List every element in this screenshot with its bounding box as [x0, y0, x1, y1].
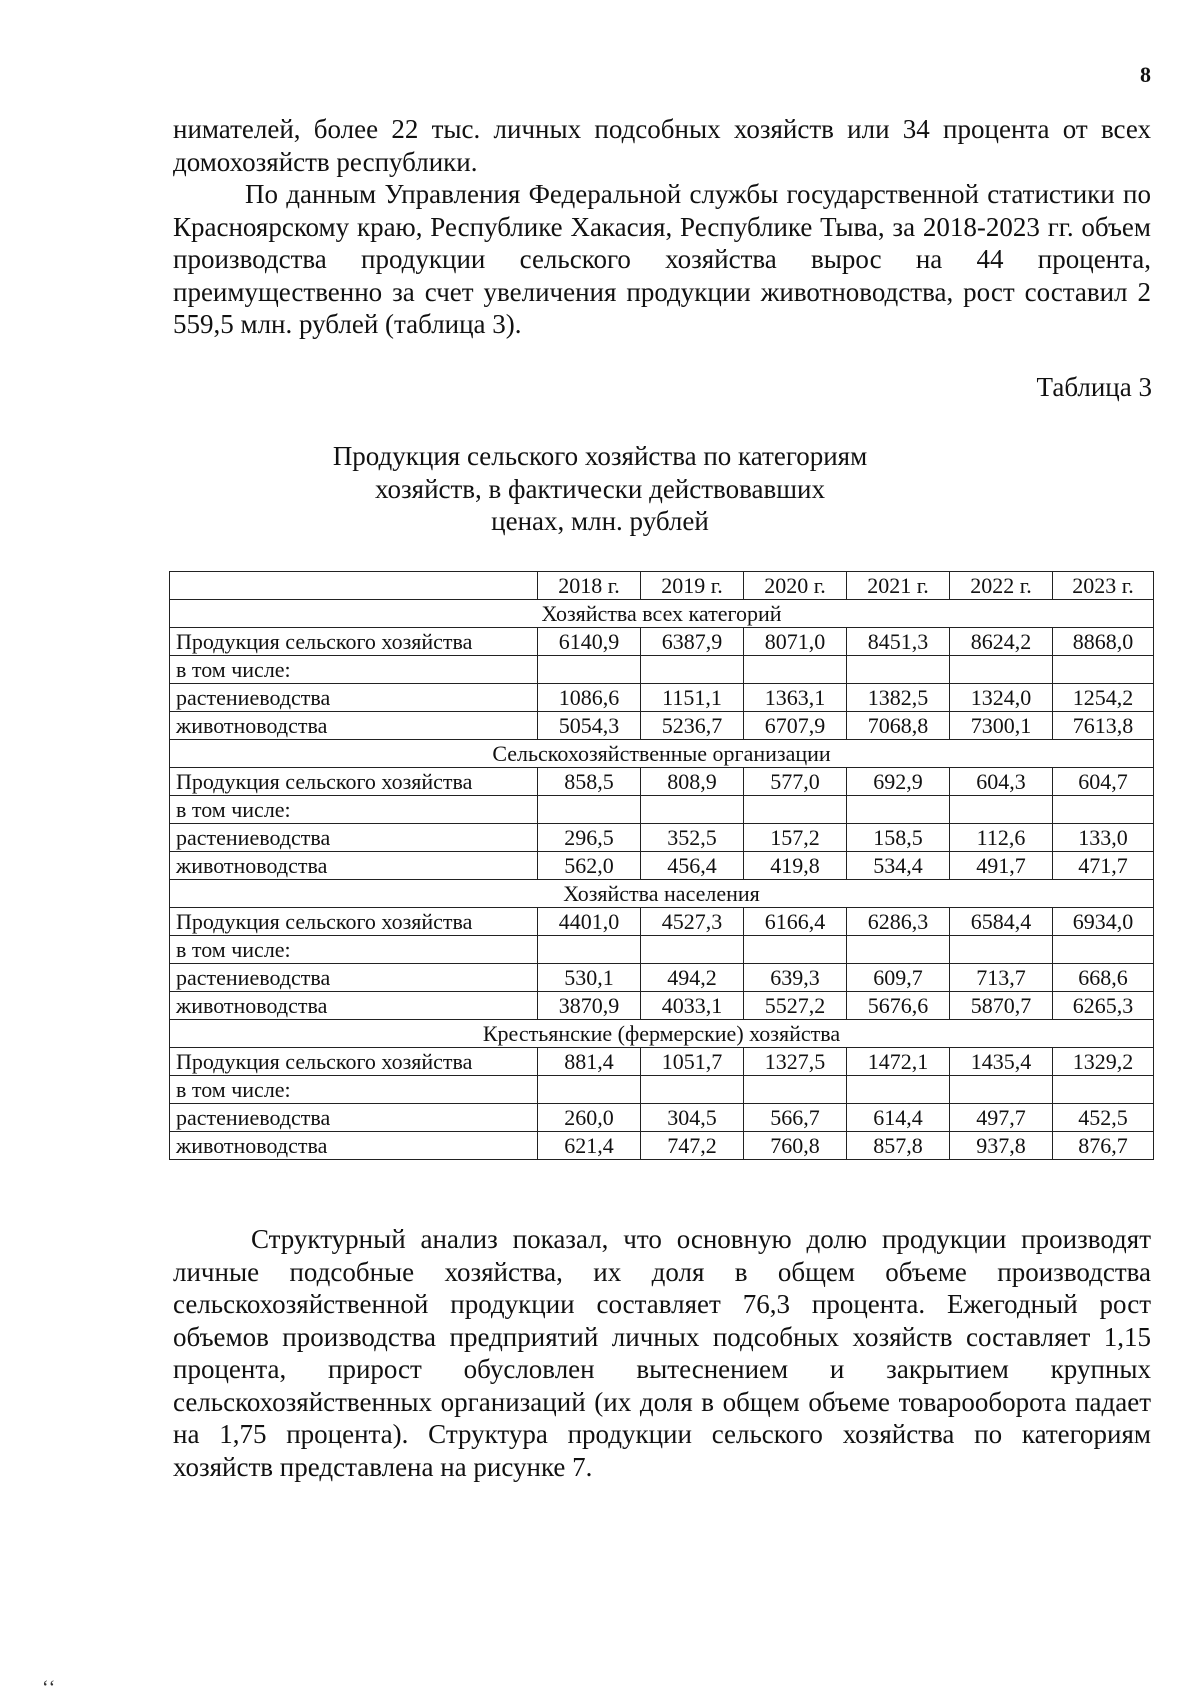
value-cell: 639,3 [744, 964, 847, 992]
value-cell: 6265,3 [1053, 992, 1154, 1020]
row-label: в том числе: [170, 1076, 538, 1104]
value-cell: 760,8 [744, 1132, 847, 1160]
row-label: животноводства [170, 852, 538, 880]
value-cell [641, 936, 744, 964]
row-label: Продукция сельского хозяйства [170, 768, 538, 796]
value-cell: 4401,0 [538, 908, 641, 936]
value-cell [744, 796, 847, 824]
value-cell: 604,7 [1053, 768, 1154, 796]
value-cell: 621,4 [538, 1132, 641, 1160]
value-cell: 5527,2 [744, 992, 847, 1020]
value-cell: 419,8 [744, 852, 847, 880]
paragraph-statistics: По данным Управления Федеральной службы государственной статистики по Красноярскому краю, Республике Хакасия, Республике Тыва, за 2018-2023 гг. объем производства продукции сельского хозяйства вырос на 44 процента, преимущественно за счет увеличения продукции животноводства, рост составил 2 559,5 млн. рублей (таблица 3). [173, 179, 1151, 339]
value-cell: 456,4 [641, 852, 744, 880]
value-cell: 6934,0 [1053, 908, 1154, 936]
value-cell [538, 656, 641, 684]
row-label: Продукция сельского хозяйства [170, 1048, 538, 1076]
value-cell [950, 1076, 1053, 1104]
value-cell [641, 796, 744, 824]
value-cell: 8451,3 [847, 628, 950, 656]
value-cell [538, 1076, 641, 1104]
value-cell: 6166,4 [744, 908, 847, 936]
table-label: Таблица 3 [1036, 372, 1152, 402]
value-cell: 876,7 [1053, 1132, 1154, 1160]
table-title-line: Продукция сельского хозяйства по категориям [332, 441, 868, 471]
value-cell: 8071,0 [744, 628, 847, 656]
value-cell: 352,5 [641, 824, 744, 852]
table-row [170, 964, 1154, 992]
value-cell: 881,4 [538, 1048, 641, 1076]
value-cell: 133,0 [1053, 824, 1154, 852]
value-cell: 6387,9 [641, 628, 744, 656]
value-cell [641, 656, 744, 684]
row-label: растениеводства [170, 964, 538, 992]
paragraph-intro-continuation: нимателей, более 22 тыс. личных подсобных хозяйств или 34 процента от всех домохозяйств республики. [173, 114, 1151, 177]
value-cell: 609,7 [847, 964, 950, 992]
value-cell: 604,3 [950, 768, 1053, 796]
value-cell [1053, 656, 1154, 684]
table-row [170, 936, 1154, 964]
value-cell: 534,4 [847, 852, 950, 880]
value-cell [847, 656, 950, 684]
table-title [0, 440, 1200, 538]
table-section-row [170, 1020, 1154, 1048]
section-title: Хозяйства населения [170, 880, 1154, 908]
row-label: в том числе: [170, 796, 538, 824]
table-row [170, 628, 1154, 656]
row-label: в том числе: [170, 656, 538, 684]
value-cell: 6140,9 [538, 628, 641, 656]
value-cell: 1435,4 [950, 1048, 1053, 1076]
value-cell: 260,0 [538, 1104, 641, 1132]
value-cell [641, 1076, 744, 1104]
value-cell: 494,2 [641, 964, 744, 992]
year-header: 2020 г. [744, 572, 847, 600]
value-cell: 1151,1 [641, 684, 744, 712]
year-header: 2021 г. [847, 572, 950, 600]
table-row [170, 684, 1154, 712]
value-cell [538, 936, 641, 964]
agricultural-production-table [169, 571, 1154, 1160]
value-cell: 668,6 [1053, 964, 1154, 992]
value-cell: 6286,3 [847, 908, 950, 936]
table-body [170, 572, 1154, 1160]
value-cell: 1051,7 [641, 1048, 744, 1076]
value-cell [847, 1076, 950, 1104]
value-cell: 562,0 [538, 852, 641, 880]
row-label: Продукция сельского хозяйства [170, 908, 538, 936]
value-cell [744, 1076, 847, 1104]
value-cell: 5870,7 [950, 992, 1053, 1020]
value-cell: 747,2 [641, 1132, 744, 1160]
year-header: 2023 г. [1053, 572, 1154, 600]
value-cell: 566,7 [744, 1104, 847, 1132]
value-cell: 8868,0 [1053, 628, 1154, 656]
row-label: Продукция сельского хозяйства [170, 628, 538, 656]
table-row [170, 1132, 1154, 1160]
table-row [170, 824, 1154, 852]
value-cell: 692,9 [847, 768, 950, 796]
value-cell: 530,1 [538, 964, 641, 992]
value-cell: 497,7 [950, 1104, 1053, 1132]
value-cell [1053, 936, 1154, 964]
value-cell: 296,5 [538, 824, 641, 852]
value-cell [950, 656, 1053, 684]
table-title-line: хозяйств, в фактически действовавших [375, 473, 825, 504]
value-cell: 1382,5 [847, 684, 950, 712]
table-row [170, 992, 1154, 1020]
row-label: животноводства [170, 712, 538, 740]
value-cell: 857,8 [847, 1132, 950, 1160]
value-cell: 1324,0 [950, 684, 1053, 712]
value-cell: 5676,6 [847, 992, 950, 1020]
value-cell: 614,4 [847, 1104, 950, 1132]
table-row [170, 1048, 1154, 1076]
table-row [170, 1104, 1154, 1132]
row-label: животноводства [170, 1132, 538, 1160]
table-row [170, 712, 1154, 740]
value-cell: 5236,7 [641, 712, 744, 740]
table-row [170, 852, 1154, 880]
value-cell [1053, 1076, 1154, 1104]
value-cell: 7613,8 [1053, 712, 1154, 740]
value-cell: 1472,1 [847, 1048, 950, 1076]
value-cell [538, 796, 641, 824]
value-cell: 304,5 [641, 1104, 744, 1132]
value-cell: 6707,9 [744, 712, 847, 740]
row-label: в том числе: [170, 936, 538, 964]
table-section-row [170, 880, 1154, 908]
value-cell: 4527,3 [641, 908, 744, 936]
year-header: 2018 г. [538, 572, 641, 600]
value-cell: 157,2 [744, 824, 847, 852]
value-cell [847, 936, 950, 964]
value-cell: 491,7 [950, 852, 1053, 880]
table-section-row [170, 740, 1154, 768]
value-cell [1053, 796, 1154, 824]
value-cell [847, 796, 950, 824]
scan-corner-mark: ʻʻ [42, 1677, 56, 1699]
value-cell: 4033,1 [641, 992, 744, 1020]
value-cell: 1327,5 [744, 1048, 847, 1076]
table-row [170, 768, 1154, 796]
header-corner-cell [170, 572, 538, 600]
value-cell: 1329,2 [1053, 1048, 1154, 1076]
value-cell: 1086,6 [538, 684, 641, 712]
value-cell: 452,5 [1053, 1104, 1154, 1132]
value-cell: 808,9 [641, 768, 744, 796]
year-header: 2019 г. [641, 572, 744, 600]
row-label: растениеводства [170, 684, 538, 712]
page-number: 8 [1140, 62, 1151, 87]
value-cell: 471,7 [1053, 852, 1154, 880]
table-row [170, 656, 1154, 684]
section-title: Сельскохозяйственные организации [170, 740, 1154, 768]
row-label: растениеводства [170, 824, 538, 852]
value-cell: 858,5 [538, 768, 641, 796]
paragraph-structural-analysis: Структурный анализ показал, что основную долю продукции производят личные подсобные хозяйства, их доля в общем объеме производства сельскохозяйственной продукции составляет 76,3 процента. Ежегодный рост объемов производства предприятий личных подсобных хозяйств составляет 1,15 процента, прирост обусловлен вытеснением и закрытием крупных сельскохозяйственных организаций (их доля в общем объеме товарооборота падает на 1,75 процента). Структура продукции сельского хозяйства по категориям хозяйств представлена на рисунке 7. [173, 1224, 1151, 1482]
value-cell: 1363,1 [744, 684, 847, 712]
value-cell: 7300,1 [950, 712, 1053, 740]
table-title-line: ценах, млн. рублей [491, 506, 709, 536]
value-cell: 7068,8 [847, 712, 950, 740]
table-section-row [170, 600, 1154, 628]
value-cell: 158,5 [847, 824, 950, 852]
value-cell: 6584,4 [950, 908, 1053, 936]
value-cell: 1254,2 [1053, 684, 1154, 712]
section-title: Крестьянские (фермерские) хозяйства [170, 1020, 1154, 1048]
year-header: 2022 г. [950, 572, 1053, 600]
value-cell [744, 936, 847, 964]
row-label: растениеводства [170, 1104, 538, 1132]
value-cell: 713,7 [950, 964, 1053, 992]
value-cell: 5054,3 [538, 712, 641, 740]
value-cell: 577,0 [744, 768, 847, 796]
table-row [170, 908, 1154, 936]
table-row [170, 796, 1154, 824]
value-cell [950, 936, 1053, 964]
row-label: животноводства [170, 992, 538, 1020]
value-cell [744, 656, 847, 684]
table-header-row [170, 572, 1154, 600]
value-cell: 112,6 [950, 824, 1053, 852]
table-row [170, 1076, 1154, 1104]
value-cell [950, 796, 1053, 824]
section-title: Хозяйства всех категорий [170, 600, 1154, 628]
value-cell: 3870,9 [538, 992, 641, 1020]
value-cell: 8624,2 [950, 628, 1053, 656]
value-cell: 937,8 [950, 1132, 1053, 1160]
